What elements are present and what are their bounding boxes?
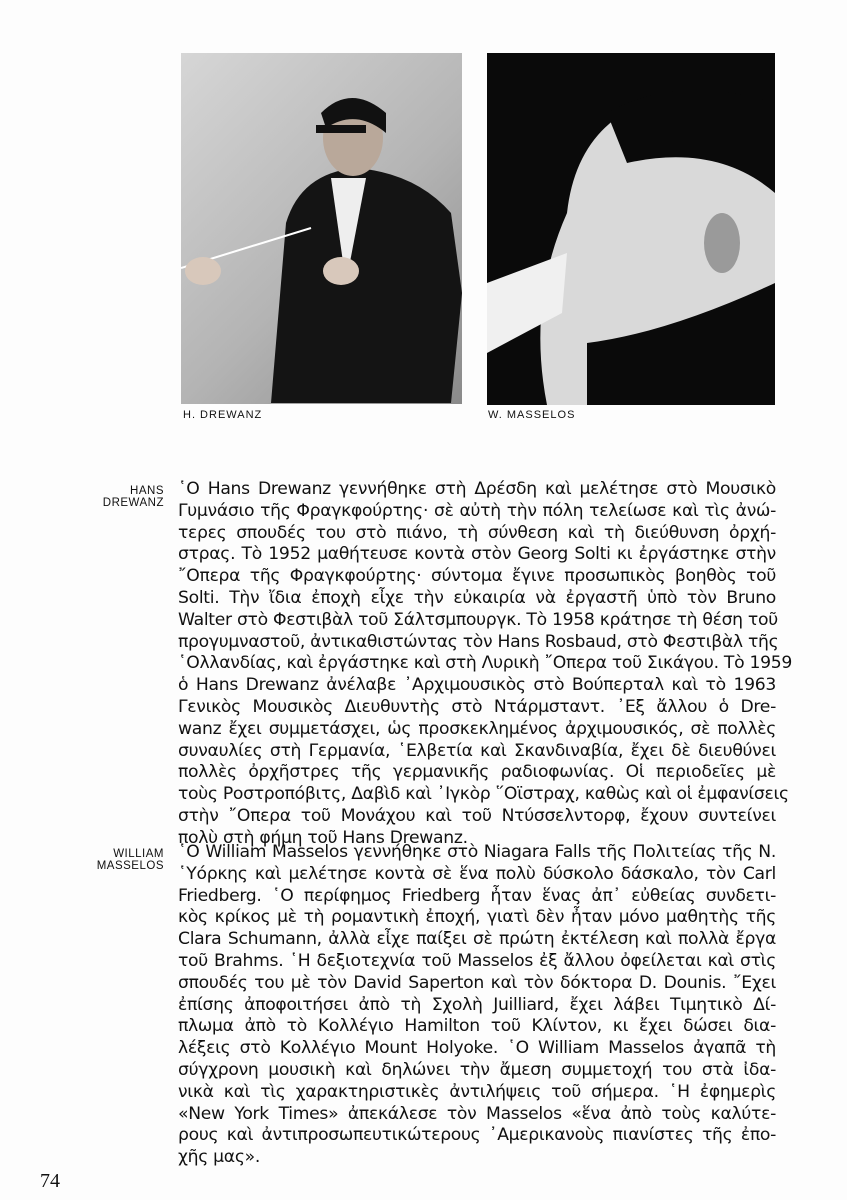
paragraph-william-masselos: [178, 842, 776, 1169]
paragraph-hans-drewanz: [178, 479, 793, 850]
text-line: τοὺς Ροστροπόβιτς, Δαβὶδ καὶ ᾽Ιγκὸρ ῞Οϊστραχ, καθὼς καὶ οἱ ἐμφανίσεις: [178, 784, 789, 805]
page-number: 74: [40, 1170, 60, 1192]
text-line: Γενικὸς Μουσικὸς Διευθυντὴς στὸ Ντάρμσταντ. ᾽Εξ ἄλλου ὁ Dre-: [178, 696, 776, 717]
text-line: σύγχρονη μουσικὴ καὶ δηλώνει τὴν ἄμεση συμμετοχή του στὰ ἰδα-: [178, 1059, 776, 1080]
text-line: Friedberg. ῾Ο περίφημος Friedberg ἦταν ἕνας ἀπ᾽ εὐθείας συνδετι-: [178, 885, 776, 906]
text-line: τερες σπουδές του στὸ πιάνο, τὴ σύνθεση καὶ τὴ διεύθυνση ὀρχή-: [178, 522, 776, 543]
text-line: Γυμνάσιο τῆς Φραγκφούρτης· σὲ αὐτὴ τὴν πόλη τελείωσε καὶ τὶς ἀνώ-: [178, 500, 776, 521]
text-line: λέξεις στὸ Κολλέγιο Mount Holyoke. ῾Ο William Masselos ἀγαπᾶ τὴ: [178, 1038, 776, 1059]
text-line: ὁ Hans Drewanz ἀνέλαβε ᾽Αρχιμουσικὸς στὸ Βούπερταλ καὶ τὸ 1963: [178, 675, 776, 696]
label-line: MASSELOS: [96, 860, 164, 872]
text-line: «New York Times» ἀπεκάλεσε τὸν Masselos «ἕνα ἀπὸ τοὺς καλύτε-: [178, 1103, 776, 1124]
text-line: στὴν ῎Οπερα τοῦ Μονάχου καὶ τοῦ Ντύσσελντορφ, ἔχουν συντείνει: [178, 805, 776, 826]
text-line: Clara Schumann, ἀλλὰ εἶχε παίξει σὲ πρώτη ἐκτέλεση καὶ πολλὰ ἔργα: [178, 929, 776, 950]
text-line: ἐπίσης ἀποφοιτήσει ἀπὸ τὴ Σχολὴ Juilliard, ἔχει λάβει Τιμητικὸ Δί-: [178, 994, 776, 1015]
text-line: στρας. Τὸ 1952 μαθήτευσε κοντὰ στὸν Georg Solti κι ἐργάστηκε στὴν: [178, 544, 776, 565]
label-line: DREWANZ: [102, 497, 164, 509]
section-label-hans-drewanz: [82, 485, 164, 509]
text-line: προγυμναστοῦ, ἀντικαθιστώντας τὸν Hans Rosbaud, στὸ Φεστιβὰλ τῆς: [178, 631, 779, 652]
text-line: ῾Ολλανδίας, καὶ ἐργάστηκε καὶ στὴ Λυρικὴ ῎Οπερα τοῦ Σικάγου. Τὸ 1959: [178, 653, 793, 674]
text-line: τοῦ Brahms. ῾Η δεξιοτεχνία τοῦ Masselos ἐξ ἄλλου ὀφείλεται καὶ στὶς: [178, 950, 776, 971]
text-line: wanz ἔχει συμμετάσχει, ὡς προσκεκλημένος ἀρχιμουσικός, σὲ πολλὲς: [178, 718, 776, 739]
text-line: ῾Ο Hans Drewanz γεννήθηκε στὴ Δρέσδη καὶ μελέτησε στὸ Μουσικὸ: [178, 479, 776, 499]
text-line: σπουδές του μὲ τὸν David Saperton καὶ τὸν δόκτορα D. Dounis. ῎Εχει: [178, 972, 776, 993]
photo-caption: W. MASSELOS: [488, 409, 576, 421]
text-line: πολὺ στὴ φήμη τοῦ Hans Drewanz.: [178, 827, 468, 848]
text-line: Walter στὸ Φεστιβὰλ τοῦ Σάλτσμπουργκ. Τὸ 1958 κράτησε τὴ θέση τοῦ: [178, 609, 778, 630]
text-line: Solti. Τὴν ἴδια ἐποχὴ εἶχε τὴν εὐκαιρία νὰ ἐργαστῆ ὑπὸ τὸν Bruno: [178, 587, 776, 608]
text-line: πολλὲς ὀρχῆστρες τῆς γερμανικῆς ραδιοφωνίας. Οἱ περιοδεῖες μὲ: [178, 762, 776, 783]
label-line: HANS: [130, 485, 164, 497]
text-line: ῾Ο William Masselos γεννήθηκε στὸ Niagara Falls τῆς Πολιτείας τῆς Ν.: [178, 842, 776, 862]
text-line: πλωμα ἀπὸ τὸ Κολλέγιο Hamilton τοῦ Κλίντον, κι ἔχει δώσει δια-: [178, 1016, 776, 1037]
text-line: νικὰ καὶ τὶς χαρακτηριστικὲς ἀντιλήψεις τοῦ σήμερα. ῾Η ἐφημερὶς: [178, 1081, 776, 1102]
label-line: WILLIAM: [113, 848, 164, 860]
text-line: κὸς κρίκος μὲ τὴ ρομαντικὴ ἐποχή, γιατὶ δὲν ἦταν μόνο μαθητὴς τῆς: [178, 907, 776, 928]
text-line: ῎Οπερα τῆς Φραγκφούρτης· σύντομα ἔγινε προσωπικὸς βοηθὸς τοῦ: [178, 566, 776, 587]
photo-hans-drewanz: [181, 53, 462, 404]
text-line: ῾Υόρκης καὶ μελέτησε κοντὰ σὲ ἕνα πολὺ δύσκολο δάσκαλο, τὸν Carl: [178, 863, 776, 884]
text-line: ρους καὶ ἀντιπροσωπευτικώτερους ᾽Αμερικανοὺς πιανίστες τῆς ἐπο-: [178, 1125, 776, 1146]
section-label-william-masselos: [82, 848, 164, 872]
photo-william-masselos: [487, 53, 775, 405]
text-line: χῆς μας».: [178, 1147, 261, 1168]
text-line: συναυλίες στὴ Γερμανία, ῾Ελβετία καὶ Σκανδιναβία, ἔχει δὲ διευθύνει: [178, 740, 776, 761]
photo-caption: H. DREWANZ: [183, 409, 263, 421]
